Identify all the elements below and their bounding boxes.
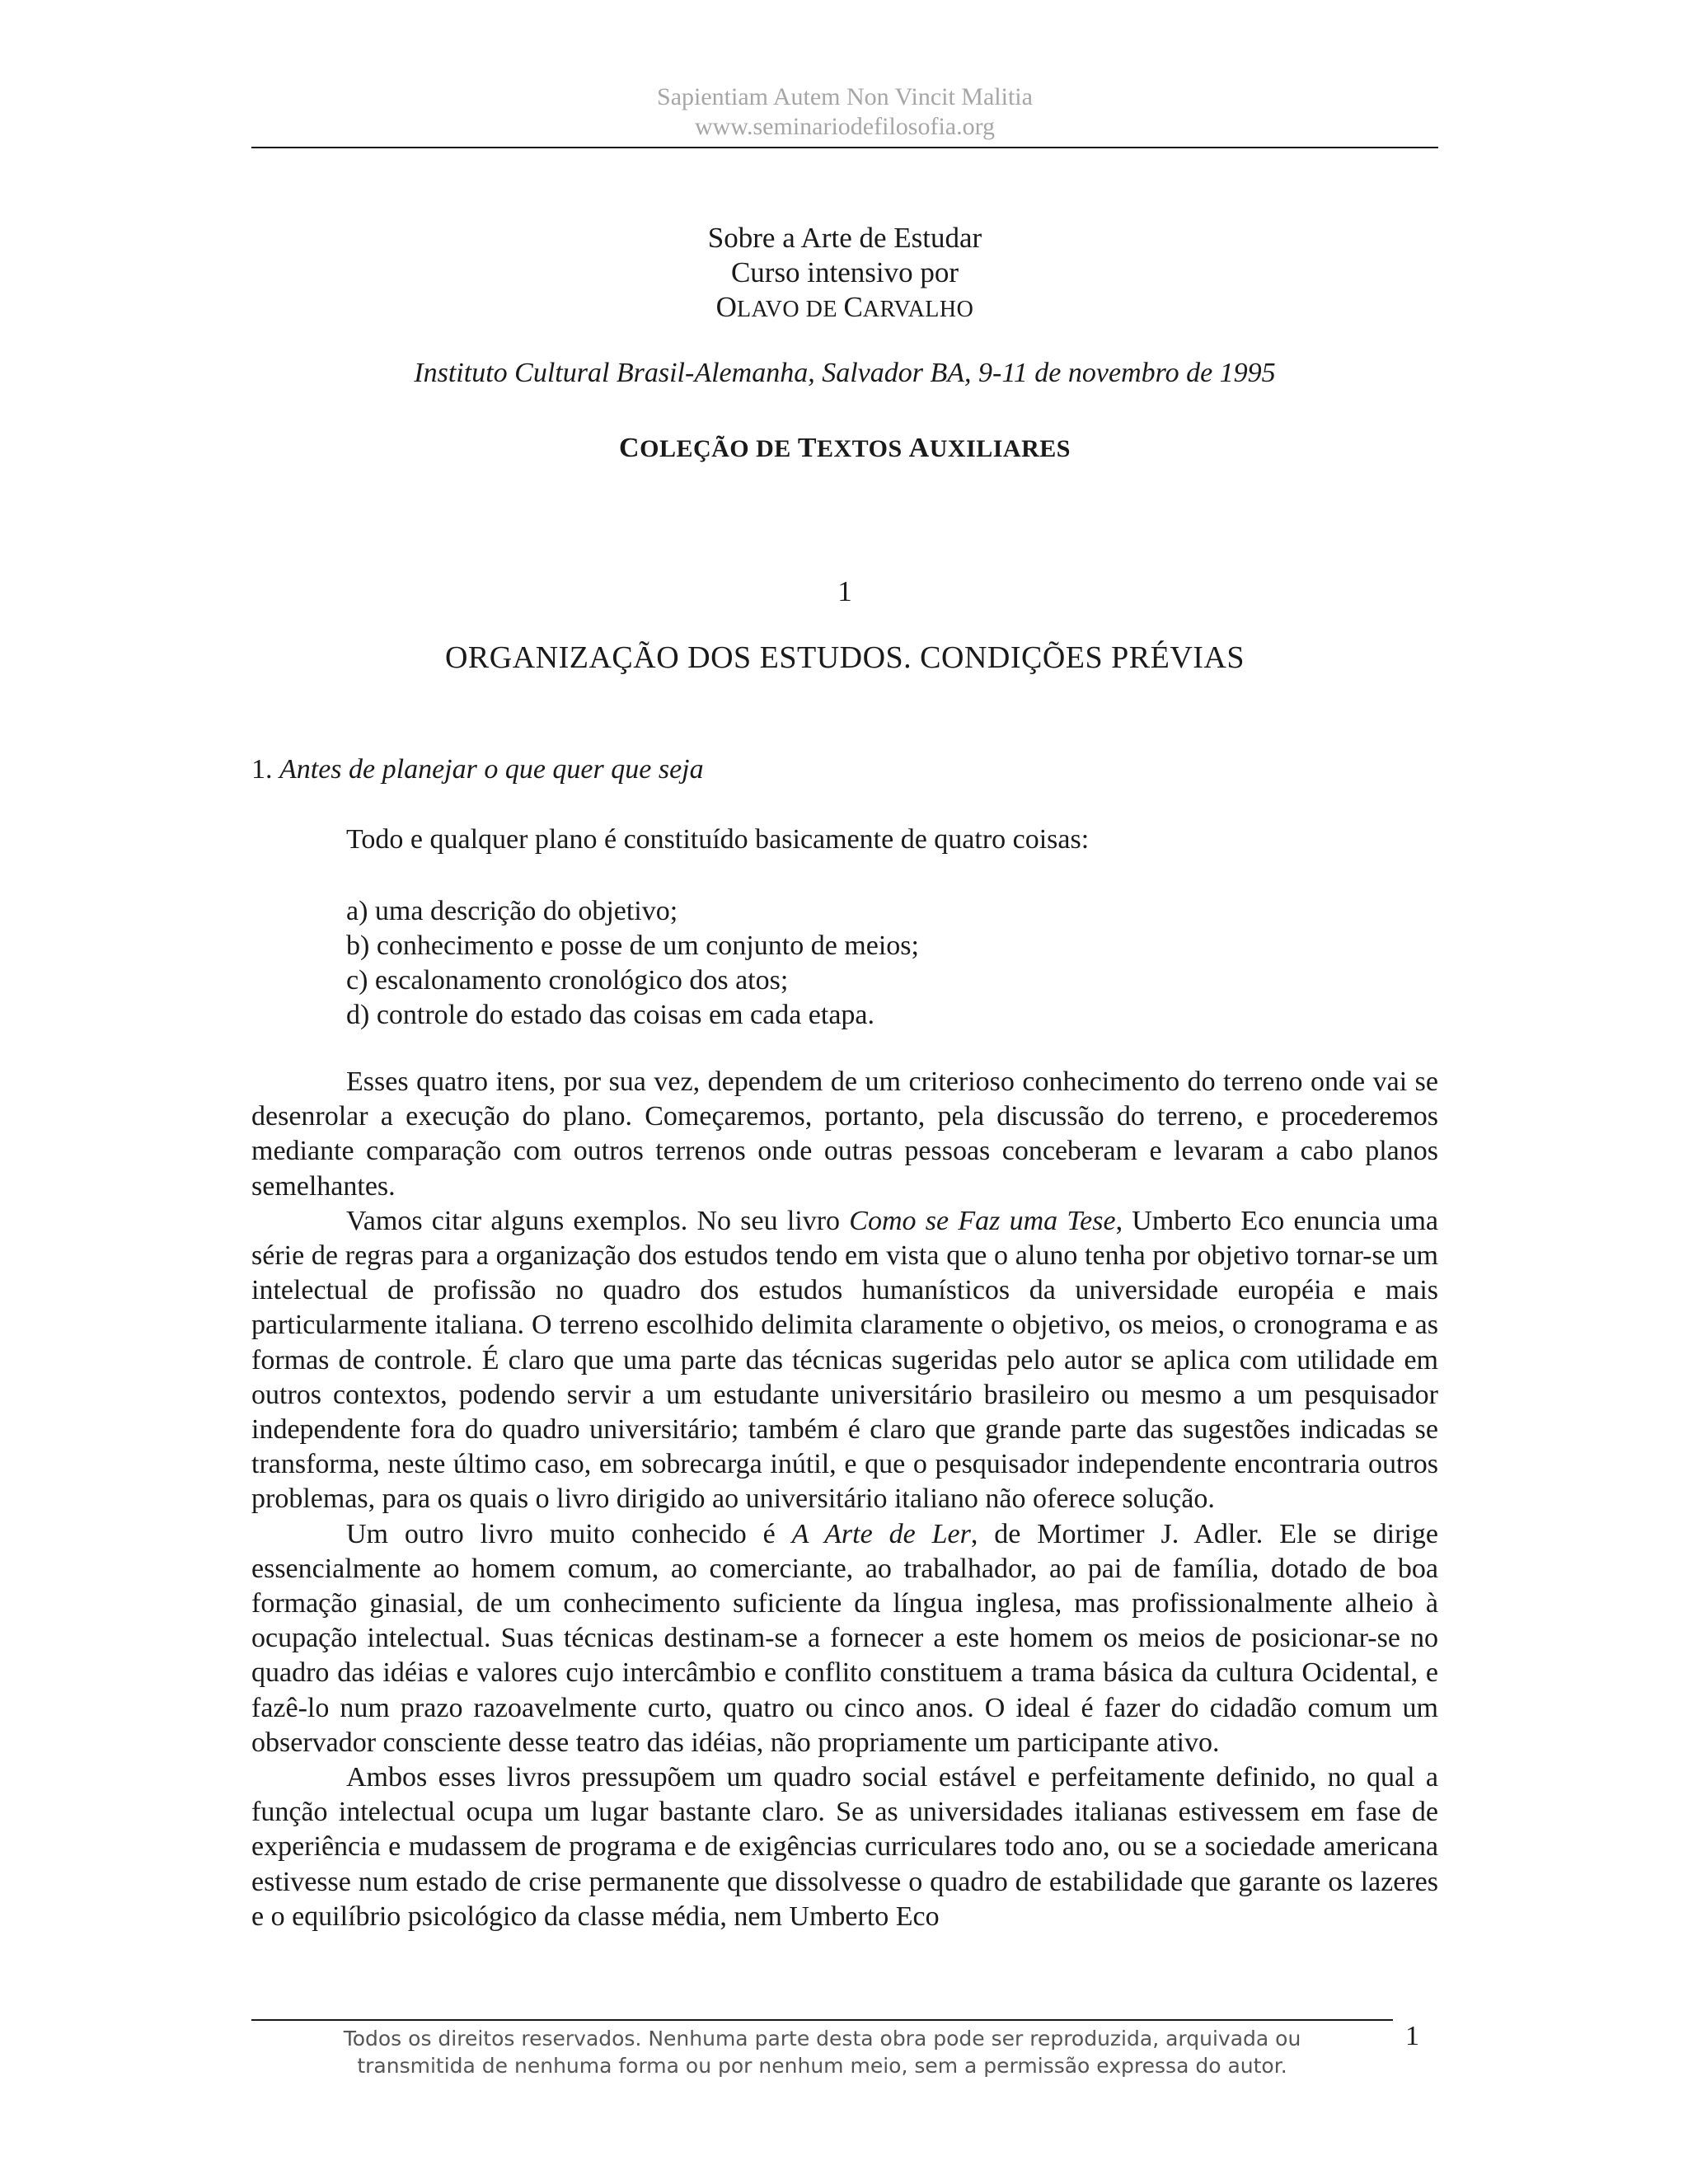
paragraph: [251, 1204, 1438, 1517]
chapter-number: 1: [837, 575, 852, 607]
list-item: b) conhecimento e posse de um conjunto de meios;: [346, 930, 919, 961]
collection-title: [251, 433, 1438, 464]
footer-rule: [251, 2019, 1393, 2021]
title-block: [251, 221, 1438, 327]
intro-sentence: Todo e qualquer plano é constituído basicamente de quatro coisas:: [346, 824, 1090, 855]
author-name: [251, 290, 1438, 327]
header-motto: Sapientiam Autem Non Vincit Malitia: [657, 83, 1033, 110]
chapter-title: ORGANIZAÇÃO DOS ESTUDOS. CONDIÇÕES PRÉVIAS: [444, 640, 1245, 675]
author-smallcaps: LAVO DE: [736, 297, 844, 322]
section-title: Antes de planejar o que quer que seja: [279, 754, 704, 785]
collection-smallcaps: EXTOS: [817, 435, 909, 462]
section-heading: [251, 754, 704, 785]
header-rule: [251, 147, 1438, 148]
footer-line: transmitida de nenhuma forma ou por nenhum meio, sem a permissão expressa do autor.: [357, 2054, 1287, 2078]
page-number: 1: [1405, 2021, 1419, 2051]
header-url[interactable]: www.seminariodefilosofia.org: [694, 113, 996, 140]
section-number: 1.: [251, 754, 273, 785]
subtitle-line: Curso intensivo por: [730, 256, 959, 288]
author-smallcaps: ARVALHO: [862, 297, 974, 322]
running-header: [251, 82, 1438, 142]
paragraph-text: , de Mortimer J. Adler. Ele se dirige essencialmente ao homem comum, ao comerciante, ao trabalhador, ao pai de família, dotado de boa formação ginasial, de um conhecimento suficiente da língua inglesa, mas profissionalmente alheio à ocupação intelectual. Suas técnicas destinam-se a fornecer a este homem os meios de posicionar-se no quadro das idéias e valores cujo intercâmbio e conflito constituem a trama básica da cultura Ocidental, e fazê-lo num prazo razoavelmente curto, quatro ou cinco anos. O ideal é fazer do cidadão comum um observador consciente desse teatro das idéias, não propriamente um participante ativo.: [251, 1518, 1438, 1758]
author-initial: O: [715, 291, 737, 323]
book-title: Como se Faz uma Tese: [849, 1205, 1116, 1236]
paragraph: [251, 1517, 1438, 1760]
body-text: [251, 1065, 1438, 1934]
copyright-footer: [251, 2025, 1393, 2079]
list-item: d) controle do estado das coisas em cada etapa.: [346, 1000, 875, 1030]
list-item: c) escalonamento cronológico dos atos;: [346, 965, 789, 996]
collection-initial: A: [908, 433, 930, 463]
collection-smallcaps: UXILIARES: [929, 435, 1071, 462]
list-item: a) uma descrição do objetivo;: [346, 896, 678, 926]
collection-smallcaps: OLEÇÃO DE: [640, 435, 798, 462]
plan-items-list: [346, 894, 919, 1033]
footer-line: Todos os direitos reservados. Nenhuma parte desta obra pode ser reproduzida, arquivada ou: [343, 2027, 1301, 2050]
author-initial: C: [843, 291, 863, 323]
collection-initial: C: [619, 433, 640, 463]
collection-initial: T: [797, 433, 817, 463]
title-line: Sobre a Arte de Estudar: [707, 222, 982, 254]
paragraph: Ambos esses livros pressupõem um quadro social estável e perfeitamente definido, no qual a função intelectual ocupa um lugar bastante claro. Se as universidades italianas estivessem em fase de experiência e mudassem de programa e de exigências curriculares todo ano, ou se a sociedade americana estivesse num estado de crise permanente que dissolvesse o quadro de estabilidade que garante os lazeres e o equilíbrio psicológico da classe média, nem Umberto Eco: [251, 1762, 1438, 1932]
paragraph-text: Um outro livro muito conhecido é: [346, 1518, 792, 1549]
paragraph: Esses quatro itens, por sua vez, dependem de um criterioso conhecimento do terreno onde vai se desenrolar a execução do plano. Começaremos, portanto, pela discussão do terreno, e procederemos mediante comparação com outros terrenos onde outras pessoas conceberam e levaram a cabo planos semelhantes.: [251, 1066, 1438, 1202]
book-title: A Arte de Ler: [791, 1518, 971, 1549]
paragraph-text: , Umberto Eco enuncia uma série de regras para a organização dos estudos tendo em vista que o aluno tenha por objetivo tornar-se um intelectual de profissão no quadro dos estudos humanísticos da universidade européia e mais particularmente italiana. O terreno escolhido delimita claramente o objetivo, os meios, o cronograma e as formas de controle. É claro que uma parte das técnicas sugeridas pelo autor se aplica com utilidade em outros contextos, podendo servir a um estudante universitário brasileiro ou mesmo a um pesquisador independente fora do quadro universitário; também é claro que grande parte das sugestões indicadas se transforma, neste último caso, em sobrecarga inútil, e que o pesquisador independente encontraria outros problemas, para os quais o livro dirigido ao universitário italiano não oferece solução.: [251, 1205, 1438, 1515]
venue-line: Instituto Cultural Brasil-Alemanha, Salvador BA, 9-11 de novembro de 1995: [414, 358, 1276, 388]
paragraph-text: Vamos citar alguns exemplos. No seu livro: [346, 1205, 850, 1236]
